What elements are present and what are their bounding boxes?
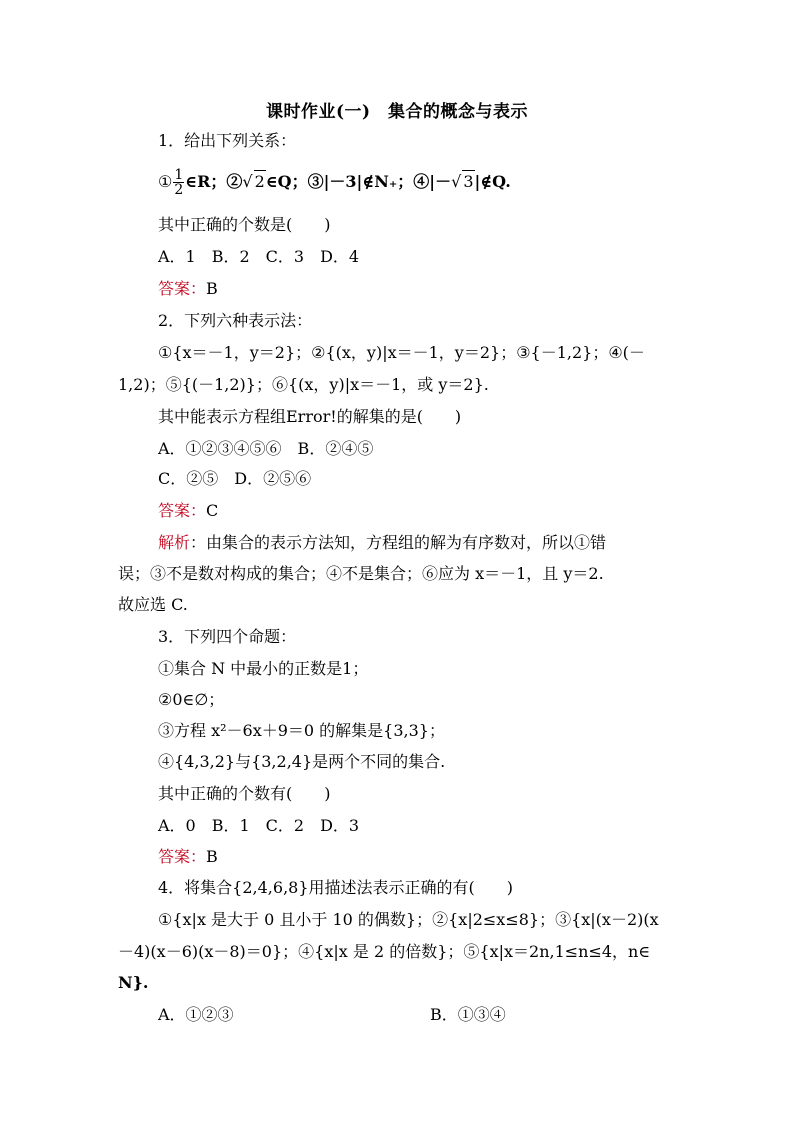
q2-analysis-line-1 [158, 532, 606, 554]
q4-option-b: B．①③④ [430, 1005, 506, 1024]
q3-item-3: ③方程 x²－6x＋9＝0 的解集是{3,3}； [158, 721, 445, 740]
q3-item-1: ①集合 N 中最小的正数是1； [158, 659, 369, 678]
q3-answer [158, 846, 218, 868]
q3-ask: 其中正确的个数有( ) [158, 784, 331, 803]
q2-options-line-2: C．②⑤ D．②⑤⑥ [158, 469, 312, 488]
q1-items [158, 168, 511, 197]
analysis-label: 解析 [158, 533, 191, 552]
q4-option-a: A．①②③ [158, 1005, 234, 1024]
q1-item-text: ∈R；② [185, 172, 243, 191]
q1-answer [158, 278, 218, 300]
q4-items-line-2: －4)(x－6)(x－8)＝0}；④{x|x 是 2 的倍数}；⑤{x|x＝2n,1≤n≤4，n∈ [118, 942, 651, 961]
q4-items-line-1: ①{x|x 是大于 0 且小于 10 的偶数}；②{x|2≤x≤8}；③{x|(x－2)(x [158, 910, 659, 929]
q2-analysis-line-2: 误；③不是数对构成的集合；④不是集合；⑥应为 x＝－1，且 y＝2. [118, 564, 604, 583]
page-title: 课时作业(一) 集合的概念与表示 [265, 102, 529, 122]
fraction [173, 168, 184, 197]
q2-items-line-1: ①{x＝－1，y＝2}；②{(x，y)|x＝－1，y＝2}；③{－1,2}；④(－ [158, 343, 645, 362]
q3-item-2: ②0∈∅； [158, 690, 225, 709]
q3-options: A．0 B．1 C．2 D．3 [158, 816, 360, 835]
q2-analysis-line-3: 故应选 C. [118, 595, 188, 614]
sqrt-symbol: √ [242, 172, 253, 191]
answer-label: 答案： [158, 279, 207, 298]
answer-value: B [206, 279, 218, 298]
q4-stem: 4．将集合{2,4,6,8}用描述法表示正确的有( ) [158, 878, 514, 897]
q1-ask: 其中正确的个数是( ) [158, 215, 331, 234]
q3-stem: 3．下列四个命题： [158, 627, 297, 646]
q2-answer [158, 500, 218, 522]
q1-item-text: ∈Q；③|－3|∉N₊；④|－ [265, 172, 452, 191]
sqrt-argument: 3 [463, 172, 474, 191]
answer-label: 答案： [158, 501, 207, 520]
fraction-denominator: 2 [174, 182, 184, 198]
q3-item-4: ④{4,3,2}与{3,2,4}是两个不同的集合. [158, 752, 446, 771]
sqrt-symbol: √ [451, 172, 462, 191]
sqrt-argument: 2 [254, 172, 265, 191]
fraction-numerator: 1 [174, 167, 184, 183]
q2-items-line-2: 1,2)；⑤{(－1,2)}；⑥{(x，y)|x＝－1，或 y＝2}. [118, 375, 489, 394]
q2-ask: 其中能表示方程组Error!的解集的是( ) [158, 407, 462, 426]
q2-options-line-1: A．①②③④⑤⑥ B．②④⑤ [158, 439, 374, 458]
answer-label: 答案： [158, 847, 207, 866]
q1-item-text: ① [158, 172, 173, 191]
q2-stem: 2．下列六种表示法： [158, 311, 313, 330]
q1-options: A．1 B．2 C．3 D．4 [158, 247, 360, 266]
answer-value: C [206, 501, 219, 520]
q1-stem: 1．给出下列关系： [158, 131, 297, 150]
answer-value: B [206, 847, 218, 866]
q1-item-text: |∉Q. [474, 172, 511, 191]
q4-items-line-3: N}. [118, 973, 149, 992]
analysis-text: ：由集合的表示方法知，方程组的解为有序数对，所以①错 [190, 533, 607, 552]
